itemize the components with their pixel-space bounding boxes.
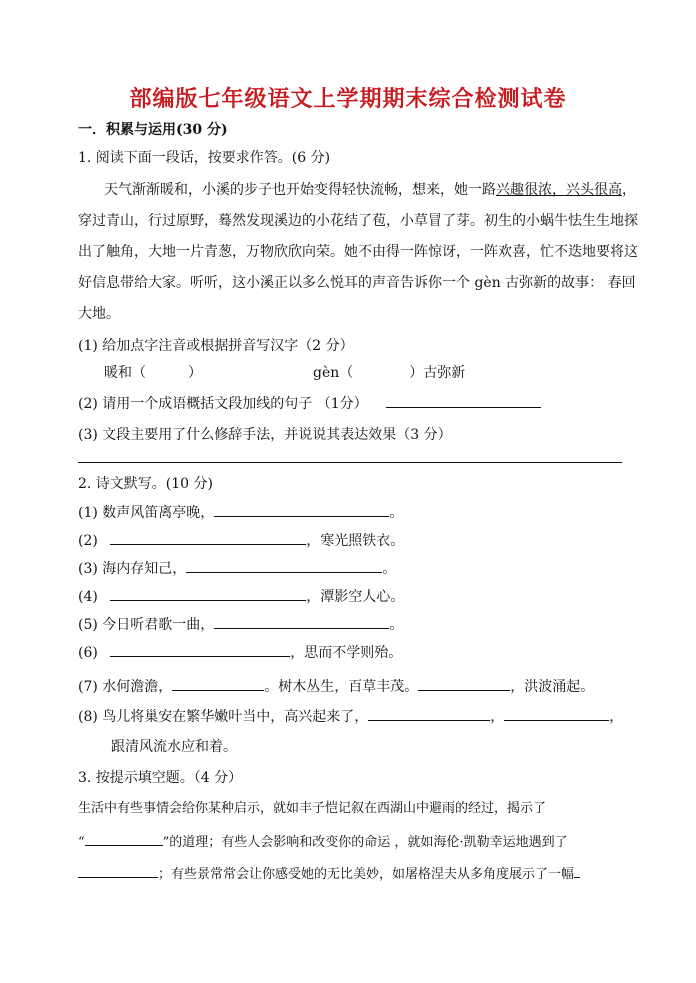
sub-question-2-text: (2) 请用一个成语概括文段加线的句子 （1分） [78,396,368,412]
sub-question-3: (3) 文段主要用了什么修辞手法，并说说其表达效果（3 分） [78,427,452,443]
passage-line-2: 穿过青山，行过原野，蓦然发现溪边的小花结了苞，小草冒了芽。初生的小蜗牛怯生生地探 [78,213,638,229]
poem-item-6 [78,642,402,663]
poem-text: 。 [382,561,397,577]
item-number: (2) [78,533,98,549]
sub-question-1-a: 暖和（ ） [104,365,202,381]
question-2-prompt: 2. 诗文默写。(10 分) [78,476,213,492]
poem-item-8 [78,706,623,727]
passage-line-4: 好信息带给大家。听听，这小溪正以多么悦耳的声音告诉你一个 gèn 古弥新的故事： 春回 [78,275,636,291]
question-1-prompt: 1. 阅读下面一段话，按要求作答。(6 分) [78,150,331,166]
item-number: (4) [78,589,98,605]
item-number: (1) [78,505,98,521]
section-heading: 一．积累与运用(30 分) [78,122,228,138]
poem-item-8-continuation: 跟清风流水应和着。 [111,739,237,755]
poem-text: 今日听君歌一曲， [102,617,215,633]
passage-line-3: 出了触角，大地一片青葱，万物欣欣向荣。她不由得一阵惊讶，一阵欢喜，忙不迭地要将这 [78,244,638,260]
poem-item-4 [78,586,404,607]
sub-question-1: (1) 给加点字注音或根据拼音写汉字（2 分） [78,338,354,354]
question-3-line-3 [78,863,580,885]
answer-blank[interactable] [78,863,158,878]
passage-text: 天气渐渐暖和，小溪的步子也开始变得轻快流畅，想来，她一路 [104,182,496,198]
poem-item-3 [78,558,396,579]
poem-item-5 [78,614,403,635]
answer-blank[interactable] [504,706,609,721]
answer-blank[interactable] [110,642,290,657]
poem-text: ，思而不学则殆。 [290,645,403,661]
answer-blank[interactable] [110,530,306,545]
poem-item-7 [78,676,594,697]
item-number: (3) [78,561,98,577]
question-3-line-2 [78,831,568,853]
passage-line-1 [104,180,636,200]
quote-mark: “ [78,835,85,850]
answer-blank[interactable] [186,558,382,573]
answer-blank[interactable] [110,586,306,601]
poem-text: ， [490,709,505,725]
question-text: ”的道理；有些人会影响和改变你的命运 ，就如海伦·凯勒幸运地遇到了 [162,835,568,850]
poem-text: 。 [389,617,404,633]
poem-text: ， [609,709,624,725]
poem-text: ，潭影空人心。 [306,589,405,605]
answer-blank[interactable] [214,614,389,629]
question-text: ；有些景常常会让你感受她的无比美妙，如屠格涅夫从多角度展示了一幅 [158,867,575,882]
poem-text: 。 [389,505,404,521]
answer-blank[interactable] [386,393,541,408]
sub-question-2 [78,393,541,414]
answer-blank[interactable] [172,676,264,691]
item-number: (5) [78,617,98,633]
poem-item-1 [78,502,403,523]
poem-text: 海内存知己， [102,561,187,577]
question-3-prompt: 3. 按提示填空题。（4 分） [78,770,243,786]
poem-text: ，寒光照铁衣。 [306,533,405,549]
answer-blank[interactable] [418,676,510,691]
poem-text: ，洪波涌起。 [510,679,595,695]
answer-blank[interactable] [214,502,389,517]
poem-text: 水何澹澹， [102,679,173,695]
item-number: (6) [78,645,98,661]
passage-text: ， [622,182,636,198]
item-number: (7) [78,679,98,695]
answer-blank[interactable] [85,831,163,846]
poem-text: 数声风笛离亭晚， [102,505,215,521]
answer-blank[interactable] [368,706,490,721]
item-number: (8) [78,709,98,725]
answer-line[interactable] [78,462,622,463]
underlined-sentence: 兴趣很浓，兴头很高 [496,182,622,198]
passage-line-5: 大地。 [78,306,120,322]
question-3-line-1: 生活中有些事情会给你某种启示，就如丰子恺记叙在西湖山中避雨的经过，揭示了 [78,801,547,816]
poem-item-2 [78,530,404,551]
poem-text: 。树木丛生，百草丰茂。 [264,679,419,695]
sub-question-1-b: gèn（ ）古弥新 [313,365,466,381]
page-title: 部编版七年级语文上学期期末综合检测试卷 [129,86,567,112]
answer-blank[interactable] [574,863,580,878]
poem-text: 鸟儿将巢安在繁华嫩叶当中，高兴起来了， [102,709,369,725]
